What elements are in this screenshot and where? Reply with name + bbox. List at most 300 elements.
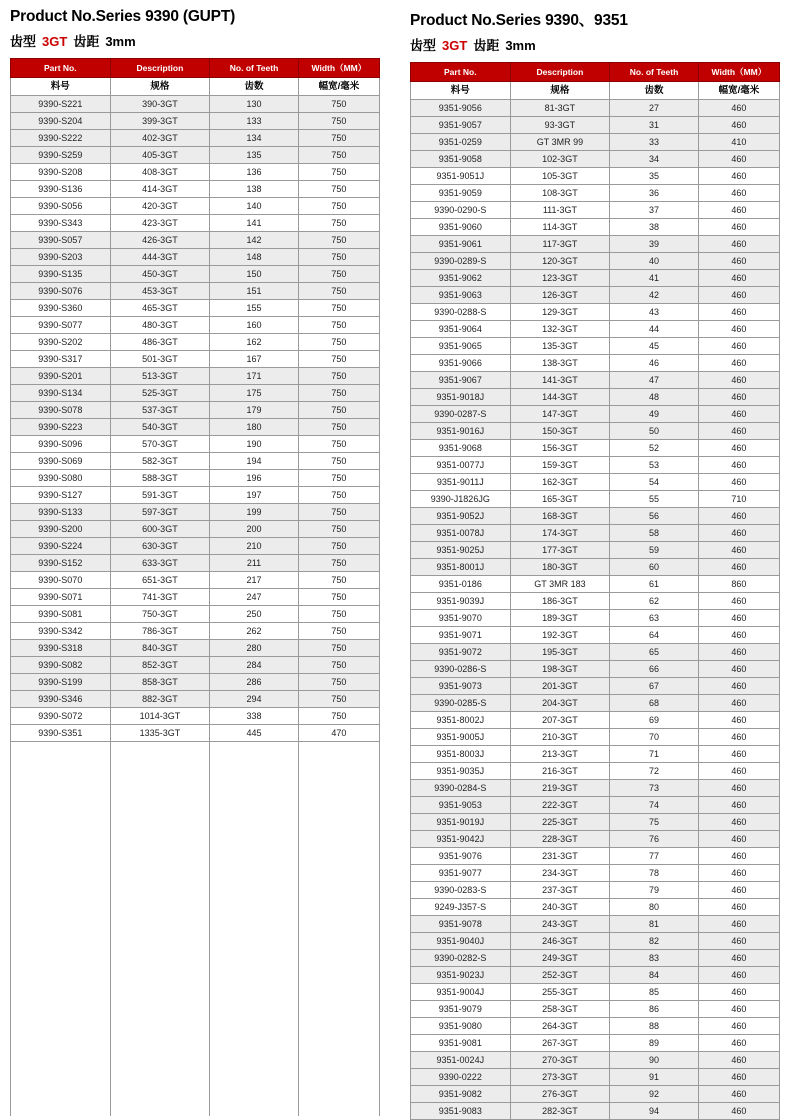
cell-width: 750 — [298, 266, 379, 283]
cell-description: 405-3GT — [110, 147, 210, 164]
cell-part-no: 9351-9073 — [411, 678, 511, 695]
cell-part-no: 9351-9077 — [411, 865, 511, 882]
right-column — [410, 8, 780, 1120]
cell-description: 390-3GT — [110, 96, 210, 113]
cell-part-no: 9351-9011J — [411, 474, 511, 491]
cell-width: 460 — [698, 525, 779, 542]
table-row — [411, 763, 780, 780]
table-row — [411, 831, 780, 848]
table-row — [411, 1086, 780, 1103]
cell-empty — [11, 1099, 111, 1116]
cell-width: 460 — [698, 933, 779, 950]
cell-teeth: 69 — [610, 712, 699, 729]
cell-width: 460 — [698, 1086, 779, 1103]
cell-teeth: 80 — [610, 899, 699, 916]
cell-empty — [298, 895, 379, 912]
table-row — [411, 814, 780, 831]
cell-empty — [11, 1065, 111, 1082]
cell-part-no: 9390-S351 — [11, 725, 111, 742]
cell-description: 264-3GT — [510, 1018, 610, 1035]
cell-teeth: 190 — [210, 436, 299, 453]
cell-part-no: 9390-S224 — [11, 538, 111, 555]
right-subtitle-mid: 齿距 — [473, 38, 500, 53]
cell-part-no: 9351-9065 — [411, 338, 511, 355]
table-row — [11, 249, 380, 266]
cell-width: 460 — [698, 423, 779, 440]
cell-width: 750 — [298, 300, 379, 317]
cell-teeth: 64 — [610, 627, 699, 644]
cell-teeth: 284 — [210, 657, 299, 674]
cell-teeth: 36 — [610, 185, 699, 202]
cell-description: 219-3GT — [510, 780, 610, 797]
cell-description: GT 3MR 99 — [510, 134, 610, 151]
cell-empty — [298, 742, 379, 759]
cell-teeth: 89 — [610, 1035, 699, 1052]
table-row — [411, 678, 780, 695]
cell-part-no: 9390-0288-S — [411, 304, 511, 321]
cell-empty — [298, 946, 379, 963]
cell-part-no: 9390-S057 — [11, 232, 111, 249]
cell-description: 147-3GT — [510, 406, 610, 423]
table-row — [411, 899, 780, 916]
cell-teeth: 85 — [610, 984, 699, 1001]
table-row-empty — [11, 929, 380, 946]
cell-width: 460 — [698, 967, 779, 984]
cell-teeth: 44 — [610, 321, 699, 338]
cell-empty — [11, 980, 111, 997]
cell-width: 750 — [298, 385, 379, 402]
cell-empty — [110, 827, 210, 844]
cell-empty — [11, 844, 111, 861]
cell-empty — [298, 759, 379, 776]
cell-empty — [11, 1031, 111, 1048]
cell-description: 123-3GT — [510, 270, 610, 287]
cell-teeth: 55 — [610, 491, 699, 508]
cell-empty — [298, 810, 379, 827]
cell-empty — [210, 827, 299, 844]
cell-part-no: 9351-9042J — [411, 831, 511, 848]
cell-part-no: 9390-S072 — [11, 708, 111, 725]
table-row-empty — [11, 963, 380, 980]
right-page-title: Product No.Series 9390、9351 — [410, 12, 628, 29]
cell-width: 460 — [698, 304, 779, 321]
cell-description: 270-3GT — [510, 1052, 610, 1069]
cell-description: 150-3GT — [510, 423, 610, 440]
cell-part-no: 9351-9052J — [411, 508, 511, 525]
cell-empty — [11, 827, 111, 844]
cell-width: 460 — [698, 440, 779, 457]
cell-empty — [110, 793, 210, 810]
cell-description: 198-3GT — [510, 661, 610, 678]
cell-part-no: 9390-0282-S — [411, 950, 511, 967]
cell-description: 408-3GT — [110, 164, 210, 181]
right-subtitle — [410, 35, 780, 54]
cell-part-no: 9390-0287-S — [411, 406, 511, 423]
table-row — [11, 521, 380, 538]
cell-empty — [11, 776, 111, 793]
left-subheader-row — [11, 78, 380, 96]
cell-teeth: 134 — [210, 130, 299, 147]
table-row — [11, 266, 380, 283]
cell-part-no: 9351-9067 — [411, 372, 511, 389]
cell-description: 465-3GT — [110, 300, 210, 317]
left-table-body — [11, 78, 380, 1116]
cell-empty — [11, 1014, 111, 1031]
table-row — [411, 508, 780, 525]
table-row — [411, 882, 780, 899]
table-row — [11, 725, 380, 742]
cell-teeth: 160 — [210, 317, 299, 334]
cell-width: 750 — [298, 538, 379, 555]
cell-teeth: 151 — [210, 283, 299, 300]
cell-teeth: 83 — [610, 950, 699, 967]
cell-description: 840-3GT — [110, 640, 210, 657]
table-row — [11, 402, 380, 419]
table-row — [11, 113, 380, 130]
cell-teeth: 73 — [610, 780, 699, 797]
cell-width: 460 — [698, 984, 779, 1001]
col-subheader-teeth: 齿数 — [210, 78, 299, 96]
table-row-empty — [11, 1014, 380, 1031]
left-subtitle-mid: 齿距 — [73, 34, 100, 49]
cell-width: 750 — [298, 249, 379, 266]
table-row — [11, 283, 380, 300]
table-row — [411, 1052, 780, 1069]
table-row — [411, 610, 780, 627]
right-subtitle-pitch: 3mm — [505, 38, 536, 53]
cell-teeth: 75 — [610, 814, 699, 831]
cell-part-no: 9390-S200 — [11, 521, 111, 538]
cell-description: 600-3GT — [110, 521, 210, 538]
cell-description: 258-3GT — [510, 1001, 610, 1018]
cell-description: 750-3GT — [110, 606, 210, 623]
table-row — [411, 1018, 780, 1035]
table-row — [411, 185, 780, 202]
cell-description: 597-3GT — [110, 504, 210, 521]
cell-description: 114-3GT — [510, 219, 610, 236]
cell-teeth: 211 — [210, 555, 299, 572]
cell-width: 460 — [698, 899, 779, 916]
cell-part-no: 9351-9076 — [411, 848, 511, 865]
table-row-empty — [11, 1082, 380, 1099]
cell-width: 750 — [298, 232, 379, 249]
table-row — [411, 423, 780, 440]
cell-teeth: 140 — [210, 198, 299, 215]
cell-width: 750 — [298, 453, 379, 470]
cell-description: 249-3GT — [510, 950, 610, 967]
cell-teeth: 70 — [610, 729, 699, 746]
cell-teeth: 39 — [610, 236, 699, 253]
cell-empty — [110, 861, 210, 878]
table-row — [11, 232, 380, 249]
table-row — [411, 593, 780, 610]
cell-width: 460 — [698, 151, 779, 168]
cell-description: 120-3GT — [510, 253, 610, 270]
cell-part-no: 9351-9082 — [411, 1086, 511, 1103]
col-header-description: Description — [510, 63, 610, 82]
cell-description: 93-3GT — [510, 117, 610, 134]
cell-teeth: 82 — [610, 933, 699, 950]
cell-teeth: 162 — [210, 334, 299, 351]
cell-width: 460 — [698, 168, 779, 185]
cell-empty — [110, 1065, 210, 1082]
cell-teeth: 247 — [210, 589, 299, 606]
cell-part-no: 9351-9080 — [411, 1018, 511, 1035]
cell-part-no: 9390-S222 — [11, 130, 111, 147]
cell-part-no: 9351-9066 — [411, 355, 511, 372]
cell-part-no: 9351-9039J — [411, 593, 511, 610]
table-row — [11, 623, 380, 640]
cell-part-no: 9390-S071 — [11, 589, 111, 606]
cell-empty — [210, 929, 299, 946]
cell-teeth: 141 — [210, 215, 299, 232]
table-row — [11, 470, 380, 487]
cell-teeth: 217 — [210, 572, 299, 589]
cell-teeth: 445 — [210, 725, 299, 742]
cell-description: 129-3GT — [510, 304, 610, 321]
table-row — [11, 504, 380, 521]
cell-width: 460 — [698, 1069, 779, 1086]
cell-part-no: 9390-S081 — [11, 606, 111, 623]
cell-width: 460 — [698, 372, 779, 389]
cell-empty — [210, 793, 299, 810]
cell-part-no: 9390-S199 — [11, 674, 111, 691]
table-row — [411, 1069, 780, 1086]
table-row-empty — [11, 895, 380, 912]
cell-empty — [110, 759, 210, 776]
col-header-width: Width（MM） — [298, 59, 379, 78]
cell-teeth: 49 — [610, 406, 699, 423]
table-row — [411, 916, 780, 933]
cell-description: 591-3GT — [110, 487, 210, 504]
cell-description: 582-3GT — [110, 453, 210, 470]
cell-part-no: 9390-0285-S — [411, 695, 511, 712]
cell-empty — [298, 912, 379, 929]
cell-empty — [110, 980, 210, 997]
cell-part-no: 9390-0284-S — [411, 780, 511, 797]
table-row-empty — [11, 980, 380, 997]
table-row — [11, 368, 380, 385]
cell-empty — [210, 980, 299, 997]
cell-description: 276-3GT — [510, 1086, 610, 1103]
cell-empty — [11, 759, 111, 776]
cell-teeth: 175 — [210, 385, 299, 402]
table-row — [411, 933, 780, 950]
cell-description: 231-3GT — [510, 848, 610, 865]
cell-description: 273-3GT — [510, 1069, 610, 1086]
cell-description: 426-3GT — [110, 232, 210, 249]
table-row — [411, 865, 780, 882]
cell-description: 159-3GT — [510, 457, 610, 474]
cell-description: 480-3GT — [110, 317, 210, 334]
cell-description: 741-3GT — [110, 589, 210, 606]
cell-description: 852-3GT — [110, 657, 210, 674]
cell-description: 420-3GT — [110, 198, 210, 215]
cell-description: 252-3GT — [510, 967, 610, 984]
cell-description: 216-3GT — [510, 763, 610, 780]
cell-description: 444-3GT — [110, 249, 210, 266]
col-header-teeth: No. of Teeth — [610, 63, 699, 82]
cell-description: 453-3GT — [110, 283, 210, 300]
right-header-row — [411, 63, 780, 82]
table-row — [11, 419, 380, 436]
cell-empty — [110, 742, 210, 759]
table-row — [411, 491, 780, 508]
cell-teeth: 210 — [210, 538, 299, 555]
table-row — [411, 661, 780, 678]
cell-part-no: 9390-S070 — [11, 572, 111, 589]
cell-teeth: 179 — [210, 402, 299, 419]
cell-description: 1014-3GT — [110, 708, 210, 725]
cell-width: 460 — [698, 712, 779, 729]
cell-empty — [210, 861, 299, 878]
cell-part-no: 9351-8003J — [411, 746, 511, 763]
cell-width: 750 — [298, 708, 379, 725]
cell-description: 225-3GT — [510, 814, 610, 831]
cell-teeth: 171 — [210, 368, 299, 385]
cell-part-no: 9351-9060 — [411, 219, 511, 236]
table-row — [11, 606, 380, 623]
cell-part-no: 9390-S221 — [11, 96, 111, 113]
cell-description: 228-3GT — [510, 831, 610, 848]
table-row — [411, 1103, 780, 1120]
table-row — [11, 674, 380, 691]
cell-width: 410 — [698, 134, 779, 151]
cell-description: 117-3GT — [510, 236, 610, 253]
cell-empty — [11, 1048, 111, 1065]
cell-width: 750 — [298, 334, 379, 351]
cell-teeth: 262 — [210, 623, 299, 640]
table-row — [411, 848, 780, 865]
cell-teeth: 54 — [610, 474, 699, 491]
cell-teeth: 155 — [210, 300, 299, 317]
cell-teeth: 65 — [610, 644, 699, 661]
cell-teeth: 72 — [610, 763, 699, 780]
table-row-empty — [11, 776, 380, 793]
cell-width: 460 — [698, 729, 779, 746]
table-row — [11, 555, 380, 572]
cell-empty — [298, 1048, 379, 1065]
cell-description: 186-3GT — [510, 593, 610, 610]
cell-teeth: 38 — [610, 219, 699, 236]
cell-width: 460 — [698, 253, 779, 270]
col-subheader-description: 规格 — [510, 82, 610, 100]
cell-width: 460 — [698, 389, 779, 406]
cell-part-no: 9351-0077J — [411, 457, 511, 474]
cell-width: 460 — [698, 219, 779, 236]
cell-part-no: 9390-S076 — [11, 283, 111, 300]
cell-part-no: 9351-9004J — [411, 984, 511, 1001]
table-row — [411, 984, 780, 1001]
cell-width: 750 — [298, 521, 379, 538]
table-row — [11, 572, 380, 589]
cell-empty — [298, 844, 379, 861]
cell-width: 460 — [698, 695, 779, 712]
cell-description: 126-3GT — [510, 287, 610, 304]
table-row-empty — [11, 793, 380, 810]
table-row — [11, 691, 380, 708]
cell-width: 460 — [698, 882, 779, 899]
table-row — [11, 657, 380, 674]
cell-description: 486-3GT — [110, 334, 210, 351]
table-row — [411, 746, 780, 763]
table-row — [11, 147, 380, 164]
cell-teeth: 136 — [210, 164, 299, 181]
cell-teeth: 200 — [210, 521, 299, 538]
cell-description: 282-3GT — [510, 1103, 610, 1120]
table-row — [11, 453, 380, 470]
table-row — [11, 385, 380, 402]
left-subtitle — [10, 31, 380, 50]
cell-empty — [210, 776, 299, 793]
table-row — [411, 474, 780, 491]
cell-width: 750 — [298, 113, 379, 130]
table-row — [411, 457, 780, 474]
cell-part-no: 9390-S360 — [11, 300, 111, 317]
cell-part-no: 9390-S133 — [11, 504, 111, 521]
cell-part-no: 9351-9078 — [411, 916, 511, 933]
cell-teeth: 63 — [610, 610, 699, 627]
table-row-empty — [11, 878, 380, 895]
cell-part-no: 9351-9079 — [411, 1001, 511, 1018]
cell-width: 750 — [298, 283, 379, 300]
table-row — [411, 321, 780, 338]
cell-description: 423-3GT — [110, 215, 210, 232]
cell-part-no: 9390-S342 — [11, 623, 111, 640]
table-row-empty — [11, 1031, 380, 1048]
cell-description: 168-3GT — [510, 508, 610, 525]
cell-width: 460 — [698, 865, 779, 882]
cell-description: 234-3GT — [510, 865, 610, 882]
cell-description: 513-3GT — [110, 368, 210, 385]
cell-description: 414-3GT — [110, 181, 210, 198]
cell-width: 710 — [698, 491, 779, 508]
cell-empty — [210, 946, 299, 963]
cell-description: 237-3GT — [510, 882, 610, 899]
cell-empty — [210, 759, 299, 776]
cell-teeth: 92 — [610, 1086, 699, 1103]
left-table-head — [11, 59, 380, 78]
cell-part-no: 9390-S069 — [11, 453, 111, 470]
cell-description: 450-3GT — [110, 266, 210, 283]
table-row — [411, 542, 780, 559]
cell-description: 162-3GT — [510, 474, 610, 491]
cell-description: 537-3GT — [110, 402, 210, 419]
cell-teeth: 142 — [210, 232, 299, 249]
cell-teeth: 33 — [610, 134, 699, 151]
cell-empty — [298, 861, 379, 878]
col-subheader-description: 规格 — [110, 78, 210, 96]
cell-width: 460 — [698, 916, 779, 933]
table-row — [411, 559, 780, 576]
cell-teeth: 53 — [610, 457, 699, 474]
cell-width: 460 — [698, 542, 779, 559]
cell-teeth: 167 — [210, 351, 299, 368]
cell-part-no: 9351-9072 — [411, 644, 511, 661]
cell-part-no: 9351-9058 — [411, 151, 511, 168]
cell-empty — [110, 1014, 210, 1031]
cell-empty — [210, 810, 299, 827]
cell-teeth: 135 — [210, 147, 299, 164]
cell-teeth: 194 — [210, 453, 299, 470]
cell-teeth: 280 — [210, 640, 299, 657]
cell-teeth: 77 — [610, 848, 699, 865]
cell-empty — [210, 912, 299, 929]
cell-width: 750 — [298, 96, 379, 113]
cell-empty — [110, 1099, 210, 1116]
cell-part-no: 9390-S202 — [11, 334, 111, 351]
cell-teeth: 94 — [610, 1103, 699, 1120]
